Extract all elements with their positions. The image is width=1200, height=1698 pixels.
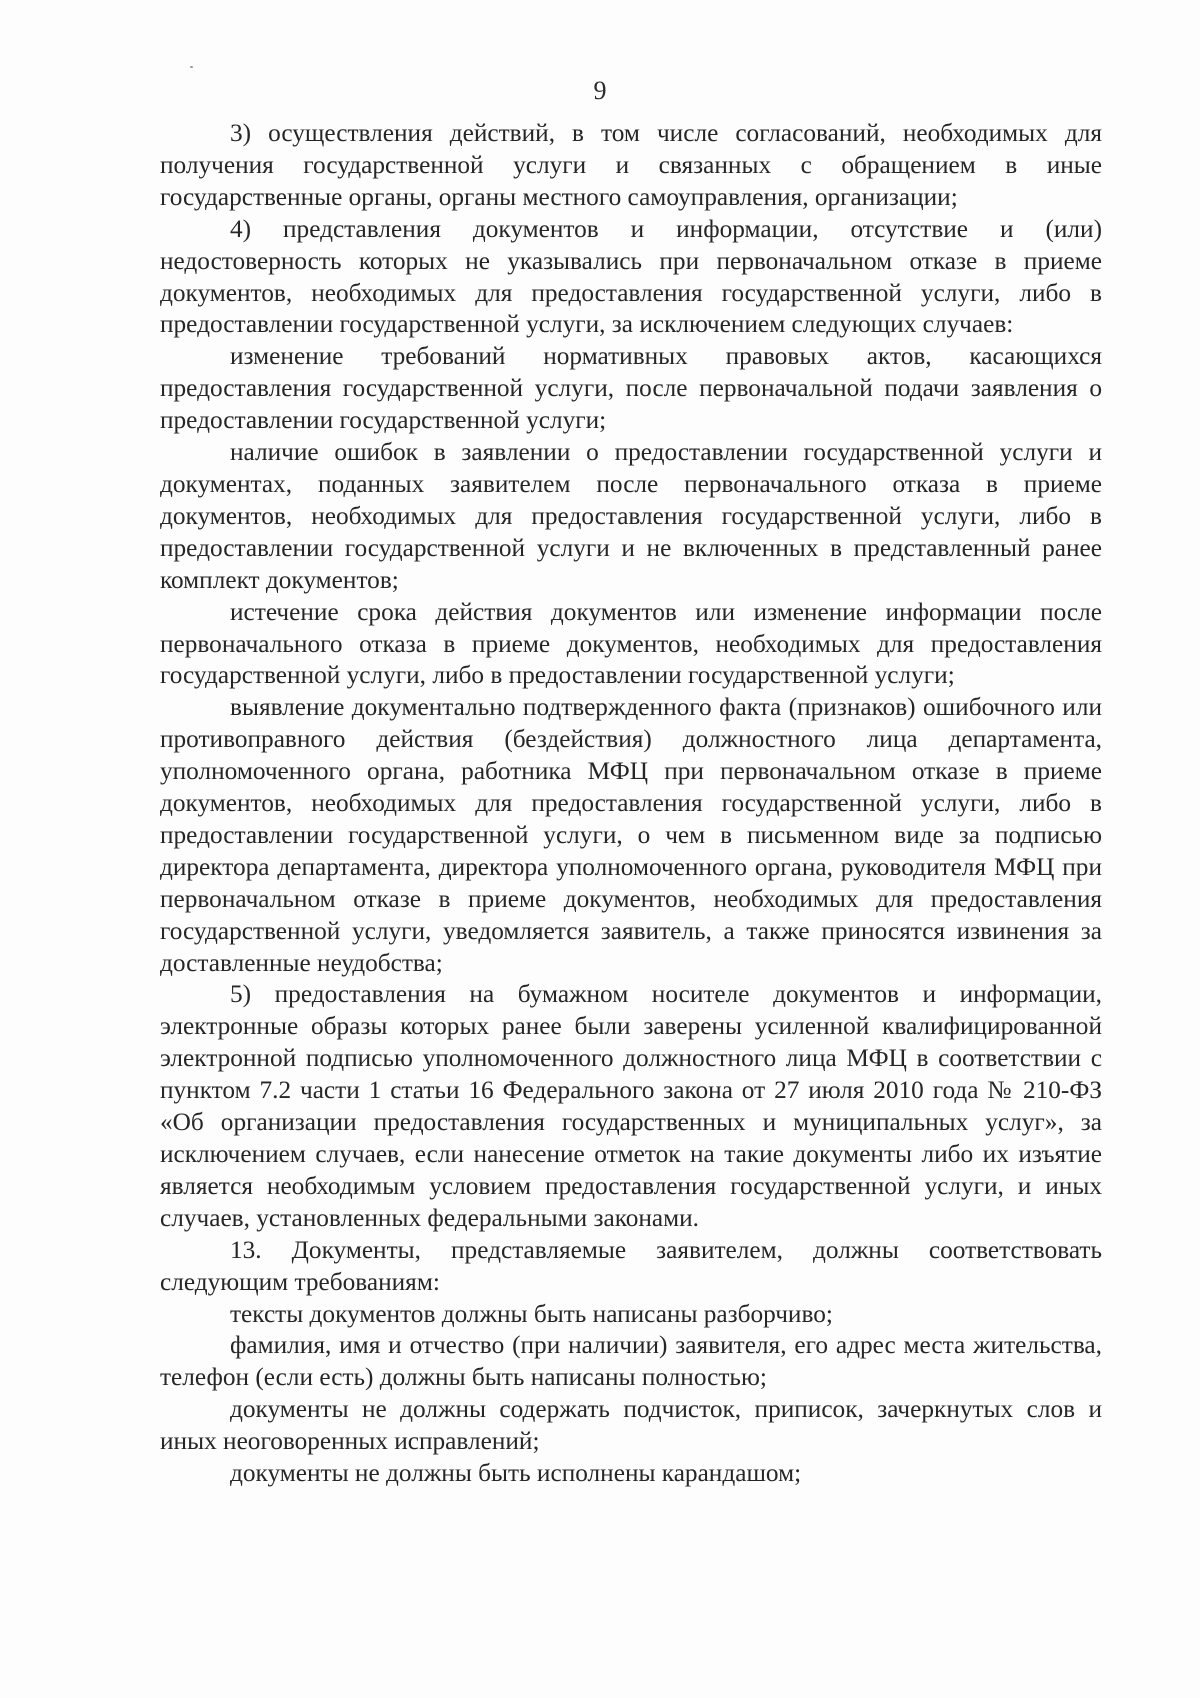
paragraph: 5) предоставления на бумажном носителе документов и информации, электронные образы которых ранее были заверены усиленной квалифицированной электронной подписью уполномоченного должностного лица МФЦ в соответствии с пунктом 7.2 части 1 статьи 16 Федерального закона от 27 июля 2010 года № 210-ФЗ «Об организации предоставления государственных и муниципальных услуг», за исключением случаев, если нанесение отметок на такие документы либо их изъятие является необходимым условием предоставления государственной услуги, и иных случаев, установленных федеральными законами. (160, 980, 1102, 1232)
page-number: 9 (593, 76, 607, 105)
paragraph: фамилия, имя и отчество (при наличии) заявителя, его адрес места жительства, телефон (если есть) должны быть написаны полностью; (160, 1331, 1102, 1392)
paragraph: истечение срока действия документов или изменение информации после первоначального отказа в приеме документов, необходимых для предоставления государственной услуги, либо в предоставлении государственной услуги; (160, 597, 1102, 690)
paragraph: выявление документально подтвержденного факта (признаков) ошибочного или противоправного действия (бездействия) должностного лица департамента, уполномоченного органа, работника МФЦ при первоначальном отказе в приеме документов, необходимых для предоставления государственной услуги, либо в предоставлении государственной услуги, о чем в письменном виде за подписью директора департамента, директора уполномоченного органа, руководителя МФЦ при первоначальном отказе в приеме документов, необходимых для предоставления государственной услуги, уведомляется заявитель, а также приносятся извинения за доставленные неудобства; (160, 693, 1102, 977)
paragraph: 3) осуществления действий, в том числе согласований, необходимых для получения государственной услуги и связанных с обращением в иные государственные органы, органы местного самоуправления, организации; (160, 119, 1102, 211)
document-body (160, 118, 1102, 1490)
paragraph: документы не должны быть исполнены карандашом; (230, 1459, 802, 1488)
paragraph: изменение требований нормативных правовых актов, касающихся предоставления государственной услуги, после первоначальной подачи заявления о предоставлении государственной услуги; (160, 342, 1102, 435)
paragraph: наличие ошибок в заявлении о предоставлении государственной услуги и документах, поданных заявителем после первоначального отказа в приеме документов, необходимых для предоставления государственной услуги, либо в предоставлении государственной услуги и не включенных в представленный ранее комплект документов; (160, 438, 1102, 594)
paragraph: 13. Документы, представляемые заявителем, должны соответствовать следующим требованиям: (160, 1235, 1102, 1296)
paragraph: тексты документов должны быть написаны разборчиво; (230, 1299, 833, 1328)
paragraph: 4) представления документов и информации, отсутствие и (или) недостоверность которых не указывались при первоначальном отказе в приеме документов, необходимых для предоставления государственной услуги, либо в предоставлении государственной услуги, за исключением следующих случаев: (160, 214, 1102, 339)
scan-speck (190, 66, 193, 68)
paragraph: документы не должны содержать подчисток, приписок, зачеркнутых слов и иных неоговоренных исправлений; (160, 1395, 1102, 1456)
